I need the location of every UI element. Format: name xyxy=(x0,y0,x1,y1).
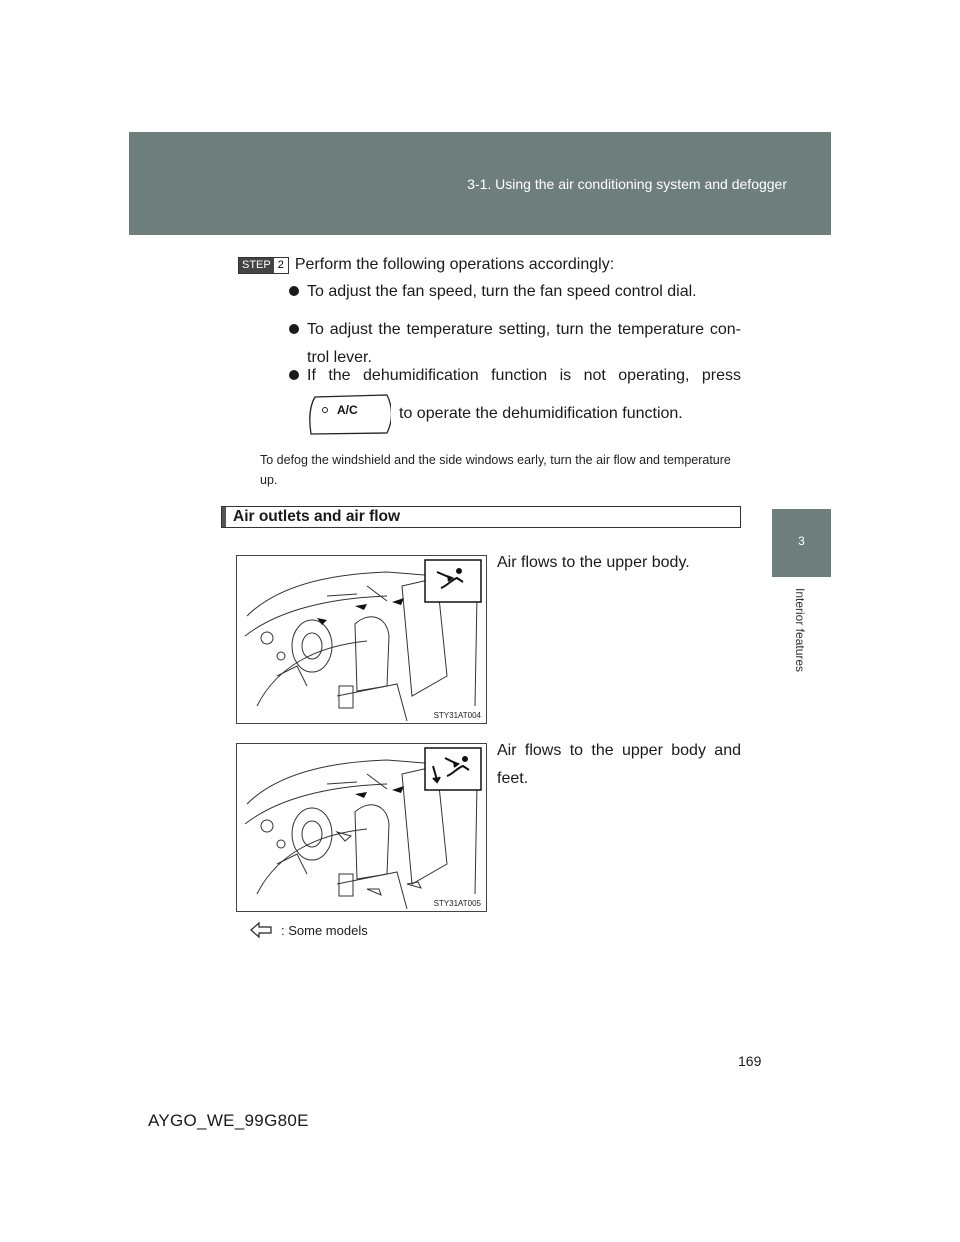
section-header xyxy=(221,506,741,528)
ac-button-icon xyxy=(307,393,391,435)
figure-description-upper-body-and-feet: Air flows to the upper body and feet. xyxy=(497,742,741,787)
chapter-tab xyxy=(772,509,831,577)
section-heading: 3-1. Using the air conditioning system and defogger xyxy=(467,176,787,192)
section-accent-bar xyxy=(222,507,226,527)
car-interior-illustration xyxy=(237,744,486,911)
bullet-dehumidification xyxy=(289,362,741,390)
ac-button-instruction: to operate the dehumidification function. xyxy=(399,405,683,422)
chapter-label: Interior features xyxy=(793,588,807,673)
legend-text: : Some models xyxy=(281,922,368,938)
bullet-dot xyxy=(289,324,299,334)
step-badge-number: 2 xyxy=(274,258,288,273)
bullet-fan-speed xyxy=(289,278,741,306)
bullet-text: To adjust the temperature setting, turn the temperature con- trol lever. xyxy=(307,321,741,366)
step-2 xyxy=(238,256,614,274)
figure-code: STY31AT005 xyxy=(433,899,481,908)
bullet-dot xyxy=(289,370,299,380)
step-badge-label: STEP xyxy=(239,258,274,273)
ac-button-label: A/C xyxy=(337,403,358,417)
step-badge xyxy=(238,257,289,274)
figure-code: STY31AT004 xyxy=(433,711,481,720)
chapter-label-container xyxy=(780,588,820,698)
document-code: AYGO_WE_99G80E xyxy=(148,1111,309,1130)
section-title: Air outlets and air flow xyxy=(233,508,401,525)
defog-note: To defog the windshield and the side windows early, turn the air flow and temperature up. xyxy=(260,453,731,487)
bullet-dot xyxy=(289,286,299,296)
chapter-number: 3 xyxy=(798,534,805,548)
bullet-text: To adjust the fan speed, turn the fan speed control dial. xyxy=(307,283,697,300)
bullet-text: If the dehumidification function is not operating, press xyxy=(307,367,741,384)
page-number: 169 xyxy=(738,1053,762,1069)
figure-upper-body-and-feet xyxy=(236,743,487,912)
header-bar xyxy=(129,132,831,235)
figure-upper-body xyxy=(236,555,487,724)
legend xyxy=(249,921,368,939)
figure-description-upper-body: Air flows to the upper body. xyxy=(497,554,690,571)
step-text: Perform the following operations accordingly: xyxy=(294,256,615,273)
outline-arrow-icon xyxy=(249,921,273,939)
car-interior-illustration xyxy=(237,556,486,723)
ac-button-row xyxy=(307,393,683,435)
